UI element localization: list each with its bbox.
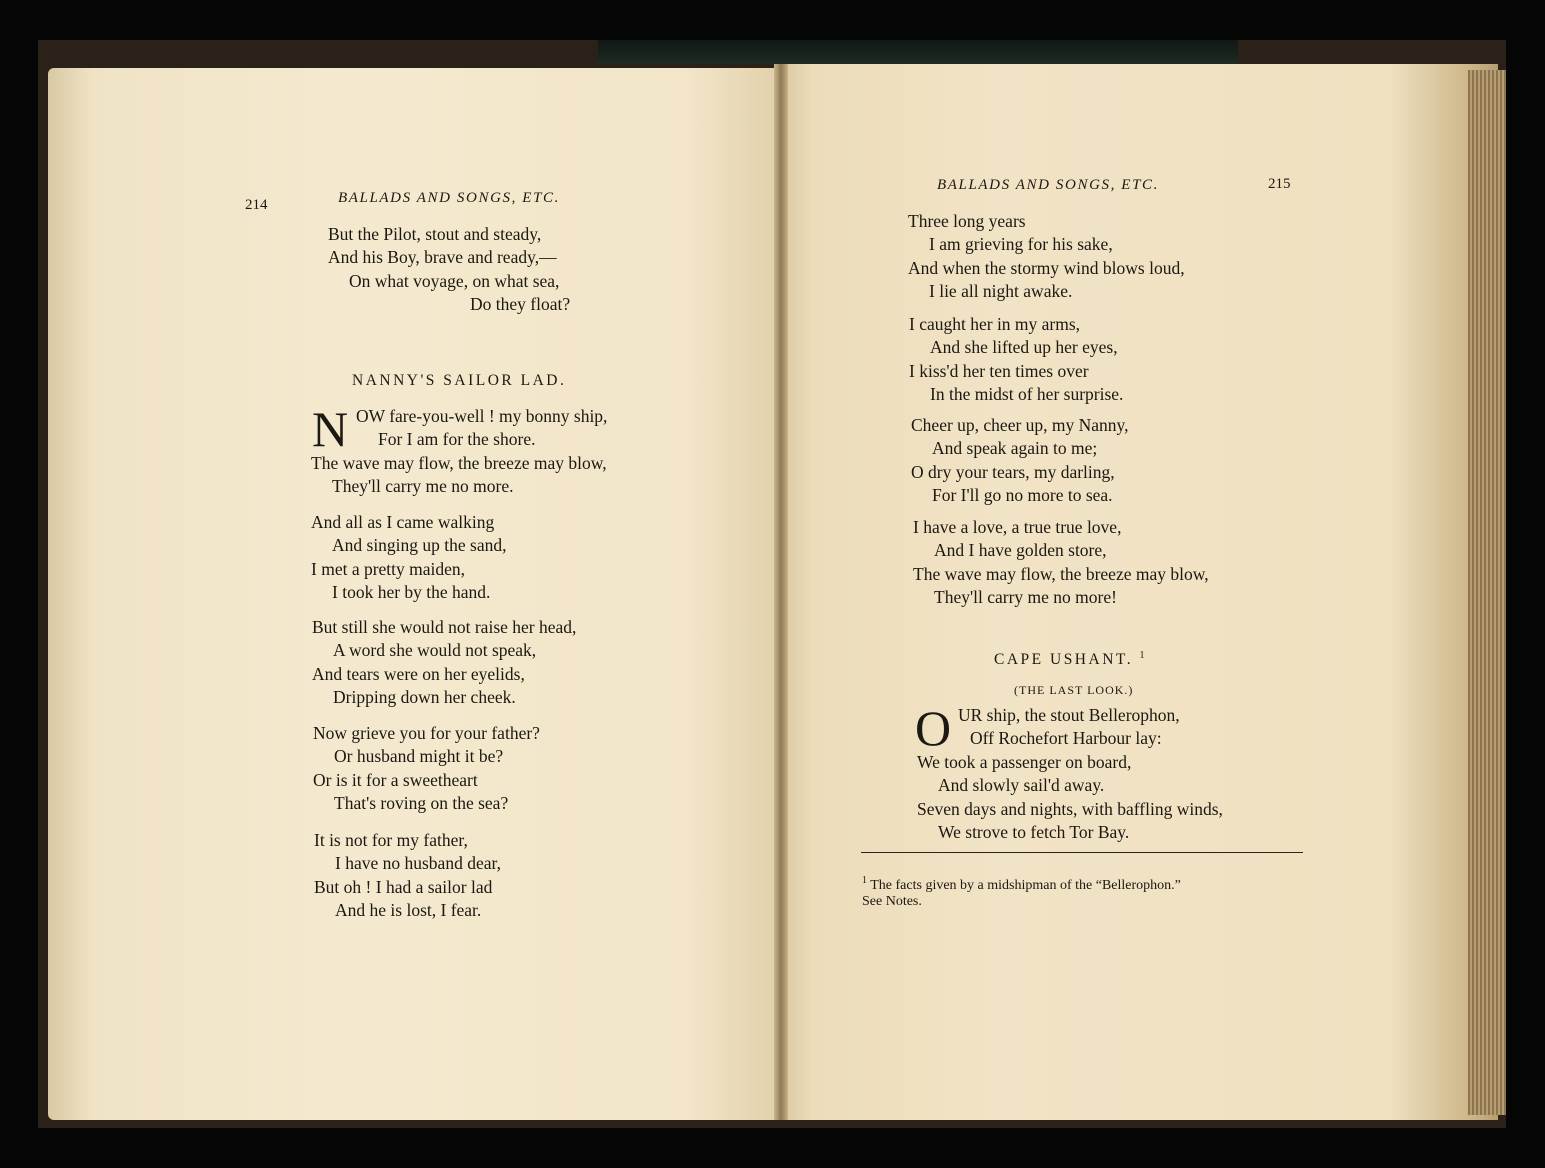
verse-line: And tears were on her eyelids,	[312, 663, 525, 684]
footnote-text: The facts given by a midshipman of the “Bellerophon.”	[870, 878, 1181, 893]
verse-line: O dry your tears, my darling,	[911, 461, 1115, 482]
verse-line: I took her by the hand.	[332, 582, 491, 603]
poem-title-nanny: NANNY'S SAILOR LAD.	[352, 372, 567, 389]
stanza	[909, 313, 1123, 407]
verse-line: And singing up the sand,	[332, 535, 507, 556]
book-spine-cloth	[598, 40, 1238, 64]
verse-line: And slowly sail'd away.	[938, 775, 1105, 796]
verse-line: I kiss'd her ten times over	[909, 360, 1089, 381]
verse-line: I lie all night awake.	[929, 281, 1073, 302]
verse-line: And speak again to me;	[932, 438, 1098, 459]
verse-line: It is not for my father,	[314, 830, 468, 850]
stanza	[312, 616, 576, 710]
running-head-left: BALLADS AND SONGS, ETC.	[338, 190, 560, 206]
page-number-right: 215	[1268, 176, 1291, 192]
verse-line: Three long years	[908, 211, 1026, 231]
verse-line: Or is it for a sweetheart	[313, 769, 478, 790]
verse-line: Off Rochefort Harbour lay:	[970, 728, 1162, 748]
footnote-rule	[861, 852, 1303, 853]
verse-line: In the midst of her surprise.	[930, 384, 1124, 405]
page-number-left: 214	[245, 197, 268, 213]
verse-line: Do they float?	[470, 294, 571, 315]
stanza	[311, 452, 607, 499]
footnote-see-notes: See Notes.	[862, 894, 922, 909]
verse-line: And she lifted up her eyes,	[930, 337, 1118, 358]
verse-line: Now grieve you for your father?	[313, 723, 540, 743]
verse-line: The wave may flow, the breeze may blow,	[311, 453, 607, 473]
page-edges	[1468, 70, 1506, 1115]
verse-line: We took a passenger on board,	[917, 752, 1132, 772]
verse-line: That's roving on the sea?	[334, 793, 509, 814]
stanza	[313, 722, 540, 816]
verse-line: For I am for the shore.	[378, 429, 536, 449]
book-gutter	[774, 64, 788, 1120]
stanza	[314, 829, 501, 923]
verse-line: For I'll go no more to sea.	[932, 485, 1113, 506]
verse-line: And I have golden store,	[934, 540, 1107, 561]
verse-line: Or husband might it be?	[334, 746, 504, 767]
footnote-number: 1	[862, 875, 867, 886]
verse-line: And his Boy, brave and ready,—	[328, 247, 557, 268]
verse-line: The wave may flow, the breeze may blow,	[913, 563, 1209, 584]
verse-line: Seven days and nights, with baffling winds,	[917, 798, 1223, 819]
verse-line: And he is lost, I fear.	[335, 900, 482, 921]
stanza	[913, 516, 1209, 610]
stanza	[917, 751, 1223, 845]
poem-title-text: CAPE USHANT.	[994, 651, 1134, 668]
stanza	[911, 414, 1129, 508]
verse-line: And all as I came walking	[311, 512, 495, 532]
verse-line: OW fare-you-well ! my bonny ship,	[356, 406, 608, 426]
running-head-right: BALLADS AND SONGS, ETC.	[937, 177, 1159, 193]
verse-line: I am grieving for his sake,	[929, 234, 1113, 255]
poem-subtitle: (THE LAST LOOK.)	[1014, 683, 1134, 697]
footnote-marker: 1	[1139, 650, 1147, 661]
verse-line: Dripping down her cheek.	[333, 687, 516, 708]
stanza	[908, 210, 1185, 304]
stanza	[311, 511, 507, 605]
verse-line: They'll carry me no more.	[332, 476, 514, 497]
verse-line: I caught her in my arms,	[909, 314, 1081, 334]
verse-line: A word she would not speak,	[333, 640, 537, 661]
verse-line: But the Pilot, stout and steady,	[328, 224, 542, 244]
verse-line: And when the stormy wind blows loud,	[908, 257, 1185, 278]
verse-line: I have a love, a true true love,	[913, 517, 1122, 537]
verse-line: I met a pretty maiden,	[311, 558, 466, 579]
poem-title-cape-ushant	[994, 650, 1147, 669]
verse-line: They'll carry me no more!	[934, 587, 1117, 608]
verse-line: But still she would not raise her head,	[312, 617, 577, 637]
drop-cap: O	[915, 700, 952, 756]
verse-line: We strove to fetch Tor Bay.	[938, 822, 1130, 843]
verse-line: UR ship, the stout Bellerophon,	[958, 705, 1180, 725]
verse-line: Cheer up, cheer up, my Nanny,	[911, 415, 1129, 435]
verse-line: I have no husband dear,	[335, 853, 501, 874]
verse-line: But oh ! I had a sailor lad	[314, 876, 493, 897]
drop-cap: N	[312, 401, 349, 457]
verse-line: On what voyage, on what sea,	[349, 270, 560, 291]
continued-stanza	[328, 223, 570, 317]
